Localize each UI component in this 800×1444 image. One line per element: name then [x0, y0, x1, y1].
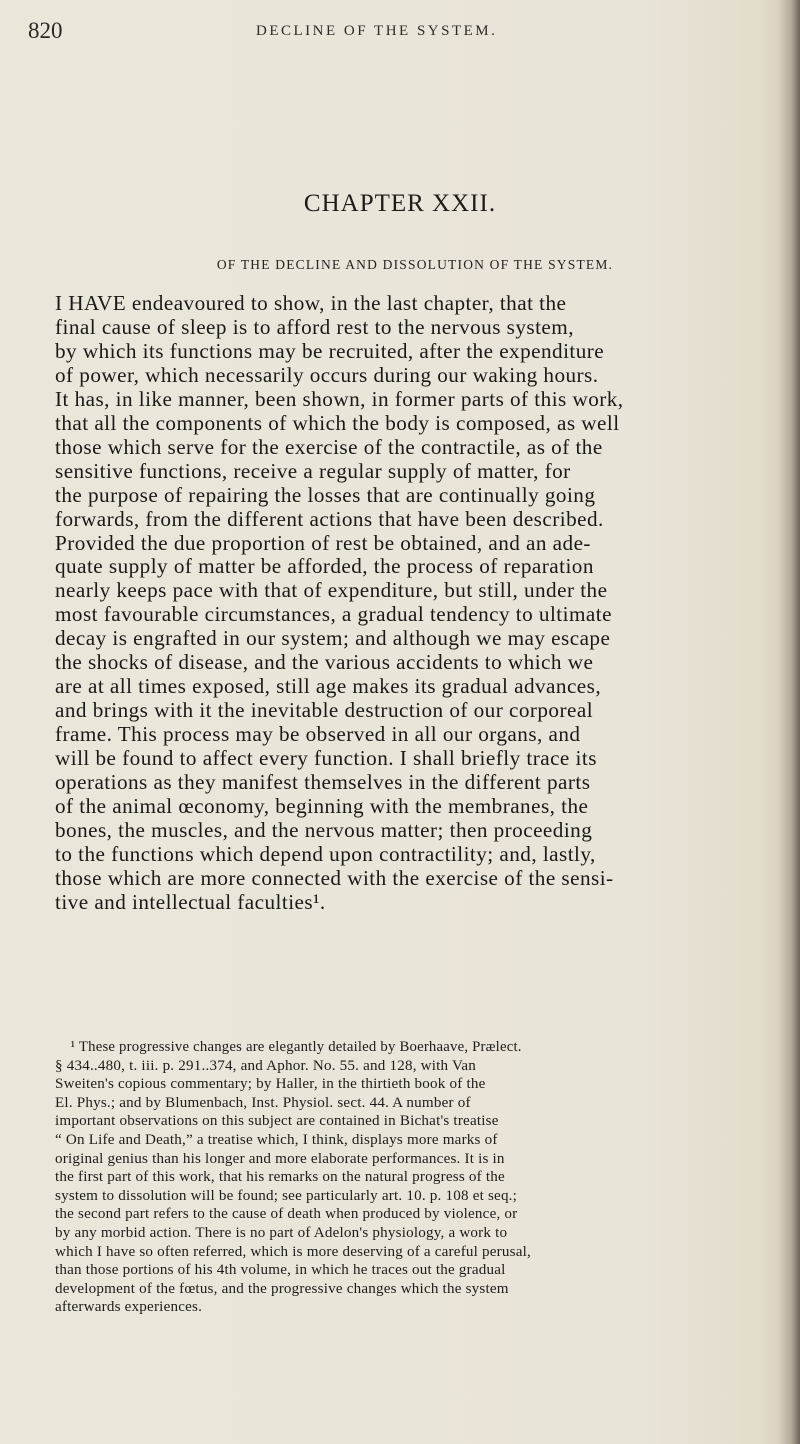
body-line: frame. This process may be observed in all our organs, and [55, 722, 581, 747]
body-line: It has, in like manner, been shown, in former parts of this work, [55, 386, 624, 411]
footnote-line: afterwards experiences. [55, 1299, 203, 1316]
body-line: quate supply of matter be afforded, the process of reparation [55, 554, 594, 579]
footnote-line: the second part refers to the cause of death when produced by violence, or [55, 1206, 518, 1223]
footnote-line: “ On Life and Death,” a treatise which, I think, displays more marks of [55, 1131, 498, 1148]
body-line: nearly keeps pace with that of expenditure, but still, under the [55, 578, 608, 603]
body-line: I HAVE endeavoured to show, in the last chapter, that the [55, 291, 567, 315]
footnote-line: original genius than his longer and more elaborate performances. It is in [55, 1150, 505, 1167]
body-line: those which are more connected with the exercise of the sensi- [55, 865, 614, 890]
footnote-line: development of the fœtus, and the progressive changes which the system [55, 1280, 509, 1297]
body-line: of power, which necessarily occurs during our waking hours. [55, 362, 599, 387]
footnote-line: system to dissolution will be found; see particularly art. 10. p. 108 et seq.; [55, 1187, 518, 1204]
footnote [55, 1038, 793, 1317]
footnote-line: the first part of this work, that his remarks on the natural progress of the [55, 1169, 505, 1186]
body-line: decay is engrafted in our system; and although we may escape [55, 626, 611, 651]
footnote-line: Sweiten's copious commentary; by Haller, in the thirtieth book of the [55, 1076, 486, 1093]
body-line: most favourable circumstances, a gradual tendency to ultimate [55, 602, 612, 627]
page-number: 820 [28, 18, 63, 43]
body-line: tive and intellectual faculties¹. [55, 889, 326, 914]
footnote-line: § 434..480, t. iii. p. 291..374, and Aphor. No. 55. and 128, with Van [55, 1057, 477, 1074]
chapter-title: CHAPTER XXII. [303, 190, 497, 217]
footnote-line: than those portions of his 4th volume, in which he traces out the gradual [55, 1262, 506, 1279]
body-line: sensitive functions, receive a regular supply of matter, for [55, 458, 571, 483]
body-line: to the functions which depend upon contractility; and, lastly, [55, 841, 596, 866]
footnote-line: by any morbid action. There is no part of Adelon's physiology, a work to [55, 1224, 508, 1241]
body-line: by which its functions may be recruited, after the expenditure [55, 338, 605, 363]
body-line: and brings with it the inevitable destruction of our corporeal [55, 698, 594, 723]
body-paragraph [55, 292, 793, 915]
body-line: bones, the muscles, and the nervous matter; then proceeding [55, 817, 593, 842]
body-line: Provided the due proportion of rest be obtained, and an ade- [55, 530, 591, 555]
footnote-line: ¹ These progressive changes are elegantly detailed by Boerhaave, Prælect. [70, 1039, 522, 1055]
body-line: will be found to affect every function. I shall briefly trace its [55, 746, 597, 771]
body-line: final cause of sleep is to afford rest to the nervous system, [55, 314, 574, 339]
body-line: those which serve for the exercise of the contractile, as of the [55, 434, 603, 459]
chapter-subtitle: OF THE DECLINE AND DISSOLUTION OF THE SYSTEM. [216, 257, 614, 272]
body-line: the shocks of disease, and the various accidents to which we [55, 650, 594, 675]
body-line: the purpose of repairing the losses that are continually going [55, 482, 596, 507]
footnote-line: El. Phys.; and by Blumenbach, Inst. Physiol. sect. 44. A number of [55, 1094, 471, 1111]
body-line: that all the components of which the body is composed, as well [55, 410, 620, 435]
body-line: operations as they manifest themselves in the different parts [55, 770, 591, 795]
footnote-line: which I have so often referred, which is more deserving of a careful perusal, [55, 1243, 531, 1260]
body-line: are at all times exposed, still age makes its gradual advances, [55, 674, 602, 699]
running-head: DECLINE OF THE SYSTEM. [256, 23, 498, 39]
footnote-line: important observations on this subject are contained in Bichat's treatise [55, 1113, 499, 1130]
body-line: forwards, from the different actions that have been described. [55, 506, 604, 531]
body-line: of the animal œconomy, beginning with the membranes, the [55, 794, 589, 819]
